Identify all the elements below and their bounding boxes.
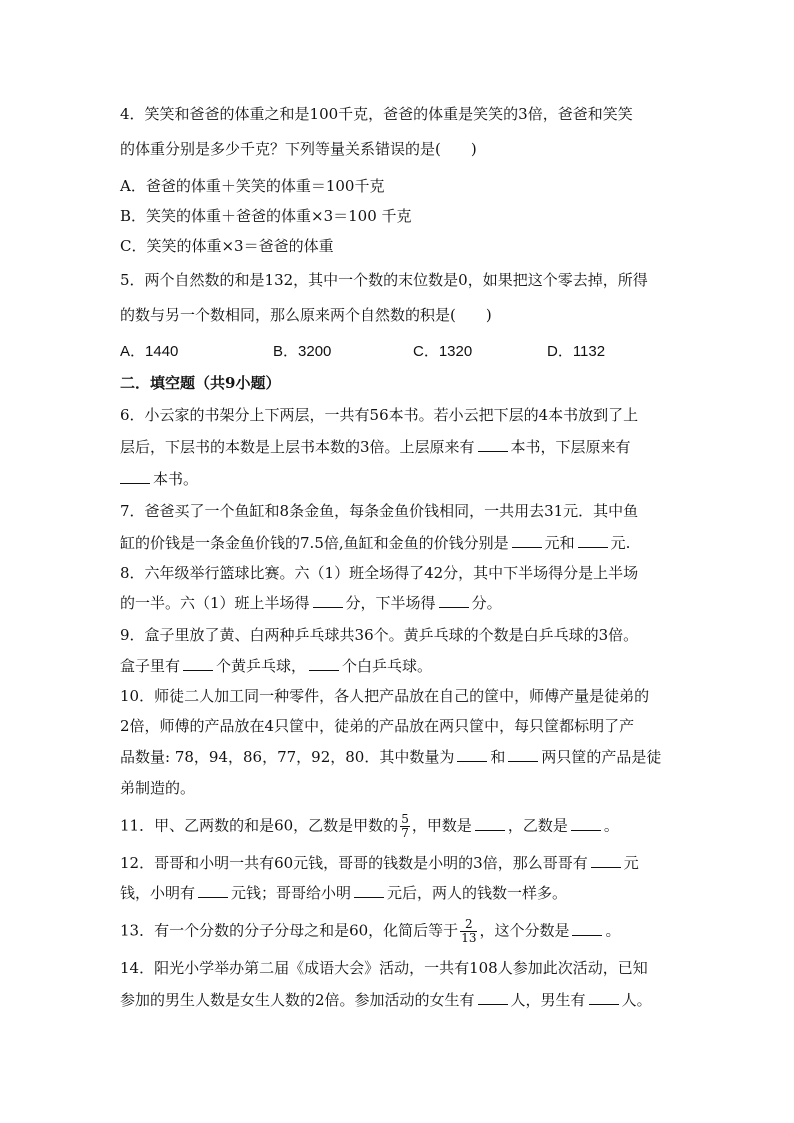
- answer-blank[interactable]: [313, 593, 343, 608]
- q6-line3: [120, 469, 198, 489]
- answer-blank[interactable]: [578, 533, 608, 548]
- answer-blank[interactable]: [512, 533, 542, 548]
- q4-option-b: B．笑笑的体重＋爸爸的体重×3＝100 千克: [120, 207, 412, 225]
- fraction-denominator: 7: [401, 826, 409, 840]
- q10-text-b: 和: [490, 748, 506, 766]
- q7-text-c: 元.: [610, 534, 631, 552]
- q5-option-a: A．1440: [120, 343, 179, 360]
- q12-text-a: 12．哥哥和小明一共有60元钱，哥哥的钱数是小明的3倍，那么哥哥有: [120, 854, 588, 872]
- q6-text-b: 本书，下层原来有: [510, 438, 631, 456]
- q4-option-c: C．笑笑的体重×3＝爸爸的体重: [120, 237, 334, 255]
- q13-text-a: 13．有一个分数的分子分母之和是60，化简后等于: [120, 921, 459, 940]
- q10-line4: 弟制造的。: [120, 779, 196, 797]
- q5-option-d: D．1132: [547, 343, 606, 360]
- q12-text-d: 元钱；哥哥给小明: [231, 884, 352, 902]
- fraction: [460, 918, 477, 945]
- q13-text-b: ，这个分数是: [479, 921, 570, 940]
- q11-text-d: 。: [603, 816, 619, 835]
- q14-text-c: 人。: [621, 991, 652, 1009]
- q10-line2: 2倍，师傅的产品放在4只筐中，徒弟的产品放在两只筐中，每只筐都标明了产: [120, 717, 635, 735]
- q14-text-a: 参加的男生人数是女生人数的2倍。参加活动的女生有: [120, 991, 475, 1009]
- answer-blank[interactable]: [309, 656, 339, 671]
- q11-text-b: ，甲数是: [411, 816, 472, 835]
- answer-blank[interactable]: [475, 816, 505, 831]
- answer-blank[interactable]: [354, 883, 384, 898]
- q11-text-c: ，乙数是: [507, 816, 568, 835]
- answer-blank[interactable]: [478, 437, 508, 452]
- q6-line2: [120, 437, 631, 457]
- q5-options: [120, 342, 680, 362]
- q14-line1: 14．阳光小学举办第二届《成语大会》活动，一共有108人参加此次活动，已知: [120, 959, 648, 977]
- answer-blank[interactable]: [508, 747, 538, 762]
- q5-line2: 的数与另一个数相同，那么原来两个自然数的积是( ): [120, 306, 492, 324]
- answer-blank[interactable]: [198, 883, 228, 898]
- q13-line: [120, 918, 621, 945]
- q9-line2: [120, 656, 432, 676]
- answer-blank[interactable]: [478, 990, 508, 1005]
- q10-text-c: 两只筐的产品是徒: [541, 748, 662, 766]
- q8-line1: 8．六年级举行篮球比赛。六（1）班全场得了42分，其中下半场得分是上半场: [120, 564, 639, 582]
- q11-line: [120, 813, 619, 840]
- q12-text-c: 钱，小明有: [120, 884, 196, 902]
- fraction: [400, 813, 410, 840]
- q7-line2: [120, 533, 630, 553]
- fraction-denominator: 13: [461, 931, 477, 945]
- answer-blank[interactable]: [183, 656, 213, 671]
- q8-text-c: 分。: [471, 594, 502, 612]
- q9-line1: 9．盒子里放了黄、白两种乒乓球共36个。黄乒乓球的个数是白乒乓球的3倍。: [120, 626, 639, 644]
- q14-text-b: 人，男生有: [510, 991, 586, 1009]
- q12-line1: [120, 853, 639, 873]
- q10-text-a: 品数量: 78，94，86，77，92，80．其中数量为: [120, 748, 455, 766]
- fraction-numerator: 2: [460, 918, 477, 932]
- q6-line1: 6．小云家的书架分上下两层，一共有56本书。若小云把下层的4本书放到了上: [120, 406, 639, 424]
- q10-line1: 10．师徒二人加工同一种零件，各人把产品放在自己的筐中，师傅产量是徒弟的: [120, 687, 650, 705]
- q9-text-b: 个黄乒乓球，: [216, 657, 307, 675]
- q9-text-a: 盒子里有: [120, 657, 181, 675]
- section-heading: 二．填空题（共9小题）: [120, 374, 281, 392]
- answer-blank[interactable]: [572, 921, 602, 936]
- q5-option-c: C．1320: [413, 343, 473, 360]
- answer-blank[interactable]: [591, 853, 621, 868]
- answer-blank[interactable]: [439, 593, 469, 608]
- answer-blank[interactable]: [120, 469, 150, 484]
- fraction-numerator: 5: [401, 812, 409, 826]
- q4-option-a: A．爸爸的体重＋笑笑的体重＝100千克: [120, 177, 385, 195]
- q13-text-c: 。: [605, 921, 621, 940]
- q12-line2: [120, 883, 567, 903]
- answer-blank[interactable]: [457, 747, 487, 762]
- q10-line3: [120, 747, 661, 767]
- q6-text-c: 本书。: [153, 470, 199, 488]
- answer-blank[interactable]: [589, 990, 619, 1005]
- q8-text-a: 的一半。六（1）班上半场得: [120, 594, 310, 612]
- q4-line1: 4．笑笑和爸爸的体重之和是100千克，爸爸的体重是笑笑的3倍，爸爸和笑笑: [120, 105, 633, 123]
- q8-line2: [120, 593, 502, 613]
- q7-line1: 7．爸爸买了一个鱼缸和8条金鱼，每条金鱼价钱相同，一共用去31元．其中鱼: [120, 502, 639, 520]
- q4-line2: 的体重分别是多少千克？下列等量关系错误的是( ): [120, 140, 477, 158]
- q6-text-a: 层后，下层书的本数是上层书本数的3倍。上层原来有: [120, 438, 475, 456]
- q12-text-e: 元后，两人的钱数一样多。: [387, 884, 568, 902]
- q5-line1: 5．两个自然数的和是132，其中一个数的末位数是0，如果把这个零去掉，所得: [120, 271, 648, 289]
- q9-text-c: 个白乒乓球。: [342, 657, 433, 675]
- q7-text-a: 缸的价钱是一条金鱼价钱的7.5倍,鱼缸和金鱼的价钱分别是: [120, 534, 509, 552]
- answer-blank[interactable]: [571, 816, 601, 831]
- q14-line2: [120, 990, 652, 1010]
- q12-text-b: 元: [623, 854, 639, 872]
- q8-text-b: 分，下半场得: [345, 594, 436, 612]
- q11-text-a: 11．甲、乙两数的和是60，乙数是甲数的: [120, 816, 399, 835]
- q7-text-b: 元和: [544, 534, 575, 552]
- q5-option-b: B．3200: [273, 343, 332, 360]
